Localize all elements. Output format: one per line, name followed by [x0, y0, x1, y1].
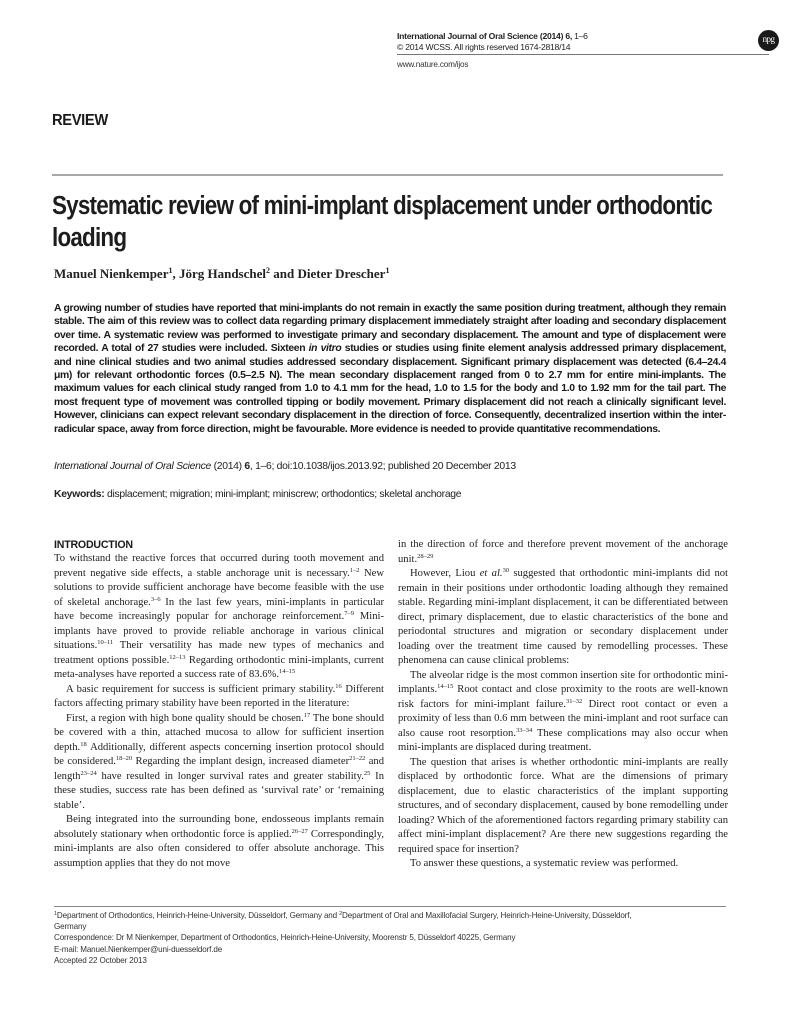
reference-marker[interactable]: 18: [80, 740, 87, 748]
paragraph: However, Liou et al.$^{30}$ suggested that orthodontic mini-implants did not remain in their positions under orthodontic loading although they remained stable. Regarding mini-implant displacement, it can be differentiated between direct, primary displacement, due to elastic characteristics of the bone and periodontal structures and migration or secondary displacement under loading over the treatment time caused by remodelling processes. These phenomena can cause clinical problems:: [398, 567, 728, 666]
affiliations-continued: Germany: [54, 922, 87, 932]
keywords-list: displacement; migration; mini-implant; miniscrew; orthodontics; skeletal anchorage: [104, 489, 462, 500]
article-title: Systematic review of mini-implant displacement under orthodontic loading: [52, 192, 713, 252]
journal-header: [397, 31, 588, 42]
paragraph: Being integrated into the surrounding bone, endosseous implants remain absolutely stationary when orthodontic force is applied.$^{26-27}$ Correspondingly, mini-implants are also often considered to offer absolute anchorage. This assumption applies that they do not move: [54, 814, 384, 869]
reference-marker[interactable]: 33–34: [515, 726, 533, 734]
abstract-text: A growing number of studies have reported that mini-implants do not remain in exactly the same position during treatment, although they remain stable. The aim of this review was to collect data regarding primary displacement immediately straight after loading and secondary displacement over time. A systematic review was performed to investigate primary and secondary displacement. The amount and type of displacement were recorded. A total of 27 studies were included. Sixteen: [54, 303, 726, 355]
citation-year: (2014): [210, 461, 245, 472]
footnote-divider: [54, 906, 726, 907]
author-list: [54, 266, 389, 282]
reference-marker[interactable]: 17: [303, 711, 311, 719]
paragraph: in the direction of force and therefore prevent movement of the anchorage unit.$^{28-29}$: [398, 539, 728, 565]
reference-marker[interactable]: 21–22: [349, 755, 366, 762]
header-divider: [397, 54, 769, 55]
author-separator: ,: [172, 266, 179, 281]
title-divider: [52, 174, 723, 176]
paragraph: The question that arises is whether orthodontic mini-implants are really displaced by orthodontic force. What are the dimensions of primary displacement, due to elastic characteristics of the implant supporting structures, and of secondary displacement, caused by bone remodelling under loading? Which of the aforementioned factors regarding primary stability can affect mini-implant displacement? Are there new suggestions regarding the required space for insertion?: [398, 756, 728, 855]
article-type-label: REVIEW: [52, 112, 108, 129]
paragraph: First, a region with high bone quality should be chosen.$^{17}$ The bone should be covered with a thin, attached mucosa to allow for sufficient insertion depth.$^{18}$ Additionally, different aspects concerning insertion protocol should be considered.$^{18-20}$ Regarding the implant design, increased diameter$^{21-22}$ and length$^{23-24}$ have resulted in longer survival rates and greater stability.$^{25}$ In these studies, success rate has been defined as ‘survival rate’ or ‘remaining stable’.: [54, 711, 385, 811]
paragraph: To answer these questions, a systematic review was performed.: [410, 858, 679, 869]
email-link[interactable]: E-mail: Manuel.Nienkemper@uni-duesseldorf.de: [54, 944, 223, 954]
paragraph: To withstand the reactive forces that occurred during tooth movement and prevent negative side effects, a stable anchorage unit is necessary.$^{1-2}$ New solutions to provide sufficient anchorage have become feasible with the use of skeletal anchorage.$^{3-6}$ In the last few years, mini-implants in particular have become increasingly popular for anchorage reinforcement.$^{7-9}$ Mini-implants have proved to provide reliable anchorage in various clinical situations.$^{10-11}$ Their versatility has made new types of mechanics and treatment options possible.$^{12-13}$ Regarding orthodontic mini-implants, current meta-analyses have reported a success rate of 83.6%.$^{14-15}$: [54, 553, 385, 680]
copyright-line: © 2014 WCSS. All rights reserved 1674-2818/14: [397, 42, 571, 52]
author-separator: and: [270, 266, 298, 281]
affiliation-marker: 2: [266, 266, 271, 275]
reference-marker[interactable]: 18–20: [115, 755, 133, 762]
reference-marker[interactable]: 14–15: [279, 668, 296, 675]
keywords: [54, 489, 726, 500]
citation-line: [54, 460, 726, 473]
citation-journal: International Journal of Oral Science: [54, 461, 211, 472]
paragraph: A basic requirement for success is sufficient primary stability.$^{16}$ Different factors affecting primary stability have been reported in the literature:: [54, 682, 384, 709]
correspondence: Correspondence: Dr M Nienkemper, Department of Orthodontics, Heinrich-Heine-University, Moorenstr 5, Düsseldorf 40225, Germany: [54, 933, 516, 943]
npg-logo-icon: npg: [758, 30, 779, 51]
reference-marker[interactable]: 26–27: [291, 827, 308, 835]
abstract-italic-term: in vitro: [308, 343, 342, 355]
abstract-text: studies or studies using finite element analysis addressed primary displacement, and nine clinical studies and two animal studies addressed secondary displacement. Significant primary displacement was detected (6.4–24.4 μm) for relevant orthodontic forces (0.5–2.5 N). The mean secondary displacement ranged from 0 to 2.7 mm for entire mini-implants. The maximum values for each clinical study ranged from 1.0 to 4.1 mm for the head, 1.0 to 1.5 for the body and 1.0 to 1.92 mm for the tail part. The most frequent type of movement was controlled tipping or bodily movement. Primary displacement did not reach a clinically significant level. However, clinicians can expect relevant secondary displacement in the direction of force. Consequently, decentralized insertion within the inter-radicular space, away from force direction, might be favourable. More evidence is needed to provide quantitative recommendations.: [54, 343, 726, 435]
reference-marker[interactable]: 12–13: [169, 653, 186, 661]
author-name: Jörg Handschel: [178, 266, 267, 281]
journal-pages: 1–6: [574, 31, 588, 41]
affiliation-marker: 1: [168, 266, 173, 275]
section-heading-introduction: INTRODUCTION: [54, 539, 133, 551]
author-name: Dieter Drescher: [297, 266, 386, 281]
footnotes: [54, 910, 734, 966]
journal-url-link[interactable]: www.nature.com/ijos: [397, 60, 469, 69]
reference-marker[interactable]: 25: [363, 769, 371, 777]
paragraph: The alveolar ridge is the most common insertion site for orthodontic mini-implants.$^{14-15}$ Root contact and close proximity to the roots are well-known risk factors for mini-implant failure.$^{31-32}$ Direct root contact or even a proximity of less than 0.6 mm between the mini-implant and root surface can also cause root resorption.$^{33-34}$ These complications may also occur when mini-implants are displaced during treatment.: [398, 669, 728, 753]
citation-volume: 6: [244, 461, 250, 472]
reference-marker[interactable]: 14–15: [437, 683, 454, 690]
body-column-left: [54, 538, 384, 871]
reference-marker[interactable]: 30: [502, 567, 510, 574]
reference-marker[interactable]: 1–2: [349, 566, 360, 574]
reference-marker[interactable]: 23–24: [80, 769, 97, 777]
reference-marker[interactable]: 10–11: [97, 639, 114, 646]
abstract: [54, 302, 726, 436]
accepted-date: Accepted 22 October 2013: [54, 955, 147, 965]
body-column-right: [398, 538, 728, 872]
reference-marker[interactable]: 3–6: [150, 595, 161, 603]
author-name: Manuel Nienkemper: [54, 266, 169, 281]
reference-marker[interactable]: 31–32: [566, 697, 583, 705]
keywords-label: Keywords:: [54, 489, 105, 500]
reference-marker[interactable]: 16: [335, 682, 342, 690]
reference-marker[interactable]: 28–29: [417, 552, 434, 560]
reference-marker[interactable]: 7–9: [344, 610, 354, 617]
affiliation-marker: 1: [385, 266, 390, 275]
journal-name: International Journal of Oral Science (2014) 6,: [397, 31, 572, 41]
citation-doi: , 1–6; doi:10.1038/ijos.2013.92; published 20 December 2013: [249, 461, 516, 472]
affiliations: $^1$Department of Orthodontics, Heinrich-Heine-University, Düsseldorf, Germany and $^2$Department of Oral and Maxillofacial Surgery, Heinrich-Heine-University, Düsseldorf,: [54, 911, 632, 920]
